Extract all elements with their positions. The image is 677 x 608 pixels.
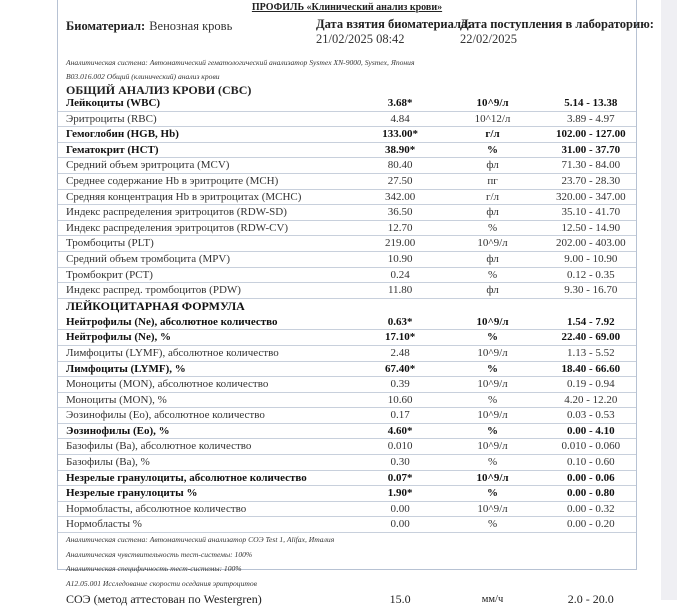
result-row [58,393,636,409]
esr-notes [58,533,636,591]
test-reference: 0.12 - 0.35 [566,268,615,281]
test-reference: 1.54 - 7.92 [566,315,615,328]
result-row [58,377,636,393]
test-value: 0.63* [387,315,413,328]
test-unit: фл [486,284,499,297]
test-unit: фл [486,252,499,265]
test-reference: 0.00 - 0.20 [566,518,615,531]
received-date-label: Дата поступления в лабораторию: [460,17,654,31]
test-unit: % [487,456,498,469]
test-name: Средняя концентрация Hb в эритроцитах (MCHC) [66,190,302,203]
result-row [58,127,636,143]
test-reference: 5.14 - 13.38 [564,97,618,109]
test-reference: 23.70 - 28.30 [561,174,621,187]
test-reference: 0.10 - 0.60 [566,456,615,469]
result-row [58,112,636,128]
test-name: Нормобласты % [66,518,142,531]
biomaterial-label: Биоматериал: [66,19,146,33]
test-reference: 22.40 - 69.00 [561,331,621,344]
test-name: Лейкоциты (WBC) [66,97,161,109]
test-value: 0.00 [390,502,410,515]
test-value: 67.40* [385,362,416,375]
test-unit: 10^9/л [477,237,508,250]
test-value: 0.00 [390,518,410,531]
test-value: 0.39 [390,378,410,391]
test-reference: 4.20 - 12.20 [564,393,618,406]
test-value: 12.70 [387,221,413,234]
biomaterial-value: Венозная кровь [149,19,233,33]
result-row [58,517,636,533]
result-row [58,502,636,518]
esr-note: Аналитическая специфичность тест-системы: 100% [66,564,242,574]
test-reference: 9.30 - 16.70 [564,284,618,297]
test-reference: 320.00 - 347.00 [555,190,626,203]
result-row [58,174,636,190]
test-reference: 31.00 - 37.70 [561,143,621,156]
result-row [58,283,636,299]
test-unit: 10^12/л [474,112,511,125]
result-row [58,330,636,346]
test-name: Тромбоциты (PLT) [66,237,154,250]
diff-section-title-text: ЛЕЙКОЦИТАРНАЯ ФОРМУЛА [66,298,245,313]
test-name: Эозинофилы (Eo), абсолютное количество [66,409,265,422]
test-reference: 9.00 - 10.90 [564,252,618,265]
test-unit: % [487,518,498,531]
test-unit: г/л [485,190,500,203]
collection-date-label: Дата взятия биоматериала: [316,17,472,31]
test-value: 342.00 [385,190,416,203]
test-reference: 18.40 - 66.60 [561,362,621,375]
test-unit: % [487,143,499,156]
test-name: Гематокрит (HCT) [66,143,159,156]
test-value: 36.50 [387,206,413,219]
test-name: Лимфоциты (LYMF), абсолютное количество [66,346,279,359]
test-unit: 10^9/л [477,502,508,515]
test-unit: % [487,393,498,406]
test-unit: % [487,487,499,500]
received-date [460,17,654,47]
result-row [58,408,636,424]
diff-rows [58,315,636,533]
result-row [58,158,636,174]
test-unit: % [487,268,498,281]
cbc-rows [58,96,636,299]
test-unit: 10^9/л [476,97,509,109]
test-reference: 0.03 - 0.53 [566,409,615,422]
test-value: 4.60* [387,424,413,437]
test-name: Нормобласты, абсолютное количество [66,502,247,515]
result-row [58,424,636,440]
test-name: Тромбокрит (PCT) [66,268,153,281]
test-value: 0.24 [390,268,410,281]
esr-note: Аналитическая система: Автоматический анализатор СОЭ Test 1, Alifax, Италия [66,535,335,545]
test-unit: 10^9/л [476,471,509,484]
analyzer-note: Аналитическая система: Автоматический гематологический анализатор Sysmex XN-9000, Sysmex, Япония [66,58,415,67]
result-row [58,268,636,284]
result-row [58,315,636,331]
result-row [58,362,636,378]
test-name: Средний объем тромбоцита (MPV) [66,252,230,265]
test-value: 15.0 [389,592,411,607]
test-name: СОЭ (метод аттестован по Westergren) [66,592,262,607]
diff-section-title [58,299,636,315]
test-unit: % [487,221,498,234]
result-row [58,471,636,487]
test-unit: 10^9/л [476,315,509,328]
test-name: Индекс распределения эритроцитов (RDW-CV) [66,221,289,234]
test-unit: % [487,331,499,344]
test-reference: 2.0 - 20.0 [567,592,614,607]
test-name: Незрелые гранулоциты, абсолютное количество [66,471,307,484]
background-strip [661,0,677,600]
test-value: 10.60 [387,393,413,406]
test-reference: 71.30 - 84.00 [561,159,621,172]
received-date-value: 22/02/2025 [460,32,517,46]
collection-date [316,17,471,47]
result-row [58,455,636,471]
result-row [58,205,636,221]
test-value: 0.010 [387,440,413,453]
test-reference: 0.00 - 0.32 [566,502,615,515]
test-unit: 10^9/л [477,378,508,391]
result-row [58,346,636,362]
test-name: Среднее содержание Hb в эритроците (MCH) [66,174,279,187]
test-unit: фл [486,159,499,172]
test-unit: 10^9/л [477,409,508,422]
test-value: 27.50 [387,174,413,187]
test-name: Индекс распред. тромбоцитов (PDW) [66,284,241,297]
test-unit: пг [487,174,498,187]
test-value: 80.40 [387,159,413,172]
test-name: Нейтрофилы (Ne), абсолютное количество [66,315,278,328]
test-unit: г/л [485,128,500,141]
test-reference: 3.89 - 4.97 [566,112,615,125]
result-row [58,96,636,112]
test-reference: 0.010 - 0.060 [561,440,621,453]
results-table [58,96,636,608]
test-value: 4.84 [390,112,410,125]
test-name: Эритроциты (RBC) [66,112,157,125]
esr-note: A12.05.001 Исследование скорости оседания эритроцитов [66,578,257,588]
test-reference: 0.19 - 0.94 [566,378,615,391]
test-unit: % [487,362,499,375]
test-unit: 10^9/л [477,346,508,359]
test-name: Индекс распределения эритроцитов (RDW-SD) [66,206,287,219]
test-reference: 202.00 - 403.00 [555,237,626,250]
test-value: 38.90* [385,143,416,156]
result-row [58,252,636,268]
test-reference: 0.00 - 0.06 [566,471,615,484]
test-value: 0.17 [390,409,410,422]
test-unit: фл [486,206,499,219]
report-title: ПРОФИЛЬ «Клинический анализ крови» [251,2,443,13]
test-name: Базофилы (Ba), % [66,456,150,469]
test-reference: 0.00 - 0.80 [566,487,615,500]
test-name: Эозинофилы (Eo), % [66,424,170,437]
test-name: Базофилы (Ba), абсолютное количество [66,440,252,453]
test-unit: 10^9/л [477,440,508,453]
lab-report-page [57,0,654,607]
service-code-note: B03.016.002 Общий (клинический) анализ крови [66,72,220,81]
test-name: Моноциты (MON), % [66,393,167,406]
test-name: Незрелые гранулоциты % [66,487,198,500]
test-value: 0.07* [387,471,413,484]
result-row [58,190,636,206]
test-name: Нейтрофилы (Ne), % [66,331,172,344]
test-value: 219.00 [385,237,416,250]
test-value: 2.48 [390,346,410,359]
test-reference: 0.00 - 4.10 [566,424,615,437]
test-name: Моноциты (MON), абсолютное количество [66,378,269,391]
test-unit: мм/ч [481,594,504,606]
cbc-section-title: ОБЩИЙ АНАЛИЗ КРОВИ (CBC) [66,83,252,97]
result-row [58,439,636,455]
test-reference: 35.10 - 41.70 [561,206,621,219]
biomaterial [66,17,232,35]
collection-date-value: 21/02/2025 08:42 [316,32,405,46]
test-unit: % [487,424,499,437]
test-value: 1.90* [387,487,413,500]
result-row [58,221,636,237]
test-name: Лимфоциты (LYMF), % [66,362,186,375]
test-reference: 1.13 - 5.52 [566,346,615,359]
test-reference: 102.00 - 127.00 [555,128,626,141]
test-name: Гемоглобин (HGB, Hb) [66,128,179,141]
result-row [58,236,636,252]
test-value: 10.90 [387,252,413,265]
test-value: 17.10* [385,331,416,344]
test-name: Средний объем эритроцита (MCV) [66,159,230,172]
test-value: 11.80 [387,284,413,297]
test-value: 0.30 [390,456,410,469]
result-row [58,486,636,502]
esr-note: Аналитическая чувствительность тест-системы: 100% [66,549,253,559]
result-row [58,143,636,159]
test-value: 133.00* [382,128,419,141]
test-value: 3.68* [387,97,413,109]
test-reference: 12.50 - 14.90 [561,221,621,234]
